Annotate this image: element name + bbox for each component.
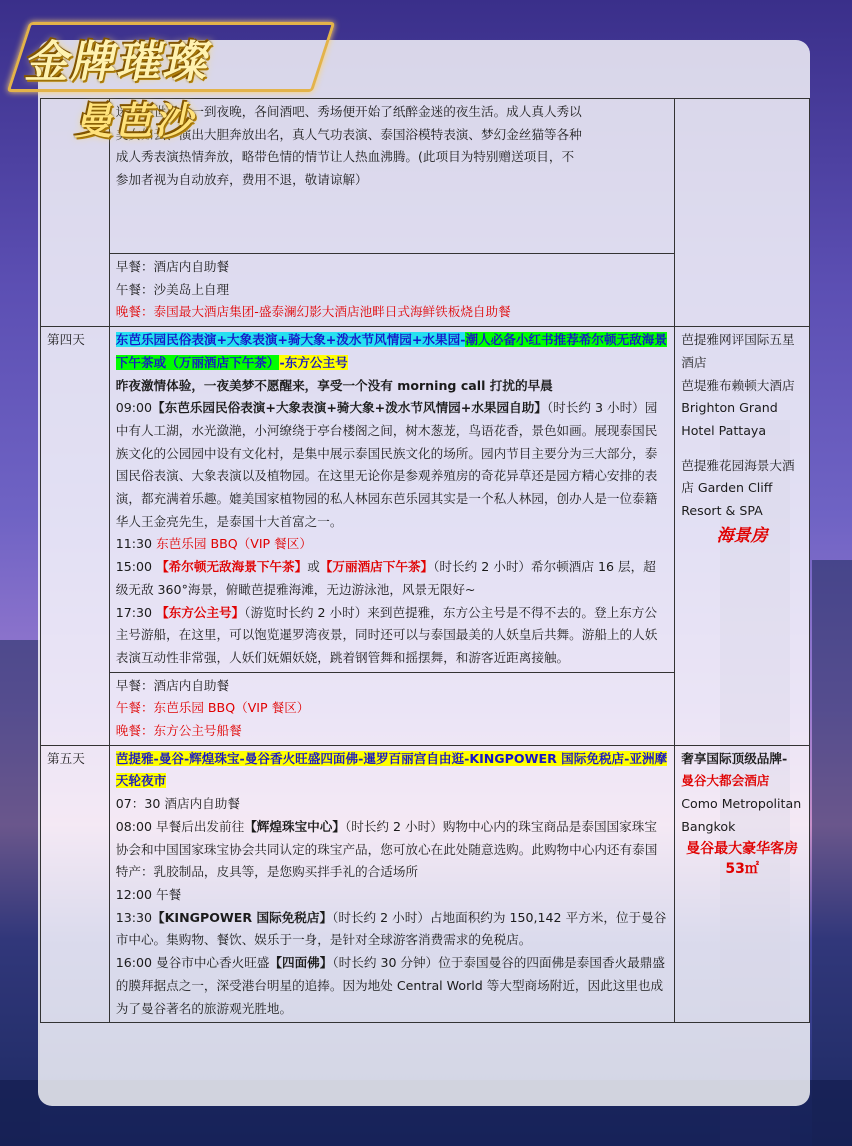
activity-cell: [109, 327, 674, 673]
day5-paragraph: 07：30 酒店内自助餐: [115, 796, 240, 812]
hotel-cell: [675, 99, 810, 327]
meal-lunch: 午餐：东芭乐园 BBQ（VIP 餐区）: [115, 700, 310, 716]
meal-breakfast: 早餐：酒店内自助餐: [115, 259, 230, 274]
day-label: 第四天: [41, 327, 110, 746]
day5-paragraph: 08:00 早餐后出发前往【辉煌珠宝中心】（时长约 2 小时）购物中心内的珠宝商品是泰国国家珠宝协会和中国国家珠宝协会共同认定的珠宝产品，您可放心在此处随意选购。此购物中心内还有泰国特产：乳胶制品，皮具等，是您购买拌手礼的合适场所: [115, 818, 658, 880]
banner-subtitle: 曼芭沙: [72, 98, 203, 143]
hotel-spacer: [681, 443, 803, 455]
bg-building: [812, 560, 852, 1146]
hotel-cell: [675, 745, 810, 1022]
day3-text-line: 美女如云、演出大胆奔放出名，真人气功表演、泰国浴模特表演、梦幻金丝猫等各种: [115, 126, 582, 142]
hotel-note: 曼谷最大豪华客房 53㎡: [686, 840, 799, 877]
day5-paragraph: 16:00 曼谷市中心香火旺盛【四面佛】（时长约 30 分钟）位于泰国曼谷的四面佛是泰国香火最鼎盛的膜拜据点之一，深受港台明星的追捧。因为地处 Central World 等大型商场附近，因此这里也成为了曼谷著名的旅游观光胜地。: [115, 955, 665, 1016]
hotel-line: 芭提雅网评国际五星酒店: [681, 332, 795, 370]
hotel-line: Como Metropolitan Bangkok: [681, 796, 802, 834]
day3-text-line: 参加者视为自动放弃，费用不退，敬请谅解）: [115, 172, 368, 188]
meal-cell: [109, 672, 674, 745]
day5-paragraph: 12:00 午餐: [115, 886, 182, 902]
activity-cell: [109, 745, 674, 1022]
day4-paragraph: 17:30 【东方公主号】（游览时长约 2 小时）来到芭提雅，东方公主号是不得不去的。登上东方公主号游船，在这里，可以饱览暹罗湾夜景，同时还可以与泰国最美的人妖皇后共舞。游船上的人妖表演互动性非常强，人妖们妩媚妖娆，跳着钢管舞和摇摆舞，和游客近距离接触。: [115, 604, 658, 665]
hotel-cell: [675, 327, 810, 746]
hotel-line: 奢享国际顶级品牌-: [681, 750, 788, 766]
itinerary-table: [40, 98, 810, 1023]
meal-cell: [109, 254, 674, 327]
table-row: [41, 745, 810, 1022]
day4-paragraph: 11:30 东芭乐园 BBQ（VIP 餐区）: [115, 536, 312, 552]
hotel-line: 芭提雅花园海景大酒店 Garden Cliff Resort & SPA: [681, 457, 795, 519]
meal-dinner: 晚餐：东方公主号船餐: [115, 723, 242, 739]
day4-title: 东芭乐园民俗表演+大象表演+骑大象+泼水节风情园+水果园-潮人必备小红书推荐希尔顿无敌海景下午茶或（万丽酒店下午茶）-东方公主号: [115, 332, 667, 370]
day3-text-line: 成人秀表演热情奔放，略带色情的情节让人热血沸腾。(此项目为特别赠送项目，不: [115, 149, 575, 165]
day4-paragraph: 15:00 【希尔顿无敌海景下午茶】或【万丽酒店下午茶】（时长约 2 小时）希尔顿酒店 16 层，超级无敌 360°海景，俯瞰芭提雅海滩，无边游泳池，风景无限好~: [115, 559, 656, 597]
table-row: [41, 327, 810, 673]
meal-dinner: 晚餐：泰国最大酒店集团-盛泰澜幻影大酒店池畔日式海鲜铁板烧自助餐: [115, 304, 511, 320]
bg-building: [0, 640, 40, 1146]
meal-breakfast: 早餐：酒店内自助餐: [115, 677, 230, 693]
hotel-line: 芭堤雅布赖顿大酒店 Brighton Grand Hotel Pattaya: [681, 377, 795, 438]
day5-paragraph: 13:30【KINGPOWER 国际免税店】（时长约 2 小时）占地面积约为 150,142 平方米，位于曼谷市中心。集购物、餐饮、娱乐于一身，是针对全球游客消费需求的免税店。: [115, 909, 667, 948]
day5-title: 芭提雅-曼谷-辉煌珠宝-曼谷香火旺盛四面佛-暹罗百丽宫自由逛-KINGPOWER 国际免税店-亚洲摩天轮夜市: [115, 750, 668, 789]
meal-lunch: 午餐：沙美岛上自理: [115, 281, 230, 297]
banner-logo: [8, 8, 338, 148]
hotel-line: 曼谷大都会酒店: [681, 773, 770, 789]
day3-text-line: 迷幻的世界！一到夜晚，各间酒吧、秀场便开始了纸醉金迷的夜生活。成人真人秀以: [115, 104, 582, 119]
banner-title: 金牌璀璨: [21, 37, 217, 88]
day-label: 第五天: [41, 745, 110, 1022]
day4-subtitle: 昨夜激情体验，一夜美梦不愿醒来，享受一个没有 morning call 打扰的早晨: [115, 377, 553, 393]
day4-paragraph: 09:00【东芭乐园民俗表演+大象表演+骑大象+泼水节风情园+水果园自助】（时长约 3 小时）园中有人工湖，水光潋滟，小河缭绕于亭台楼阁之间，树木葱茏，鸟语花香，景色如画。展现泰国民族文化的公园园中设有文化村，是集中展示泰国民族文化的场所。园内节目主要分为三大部分，泰国民俗表演、大象表演以及植物园。在这里无论你是参观养殖房的奇花异草还是园方精心安排的表演，都充满着乐趣。媲美国家植物园的私人林园东芭乐园其实是一个私人林园，创办人是一位泰籍华人王金亮先生，是泰国十大首富之一。: [115, 400, 658, 529]
hotel-note: 海景房: [716, 525, 768, 546]
